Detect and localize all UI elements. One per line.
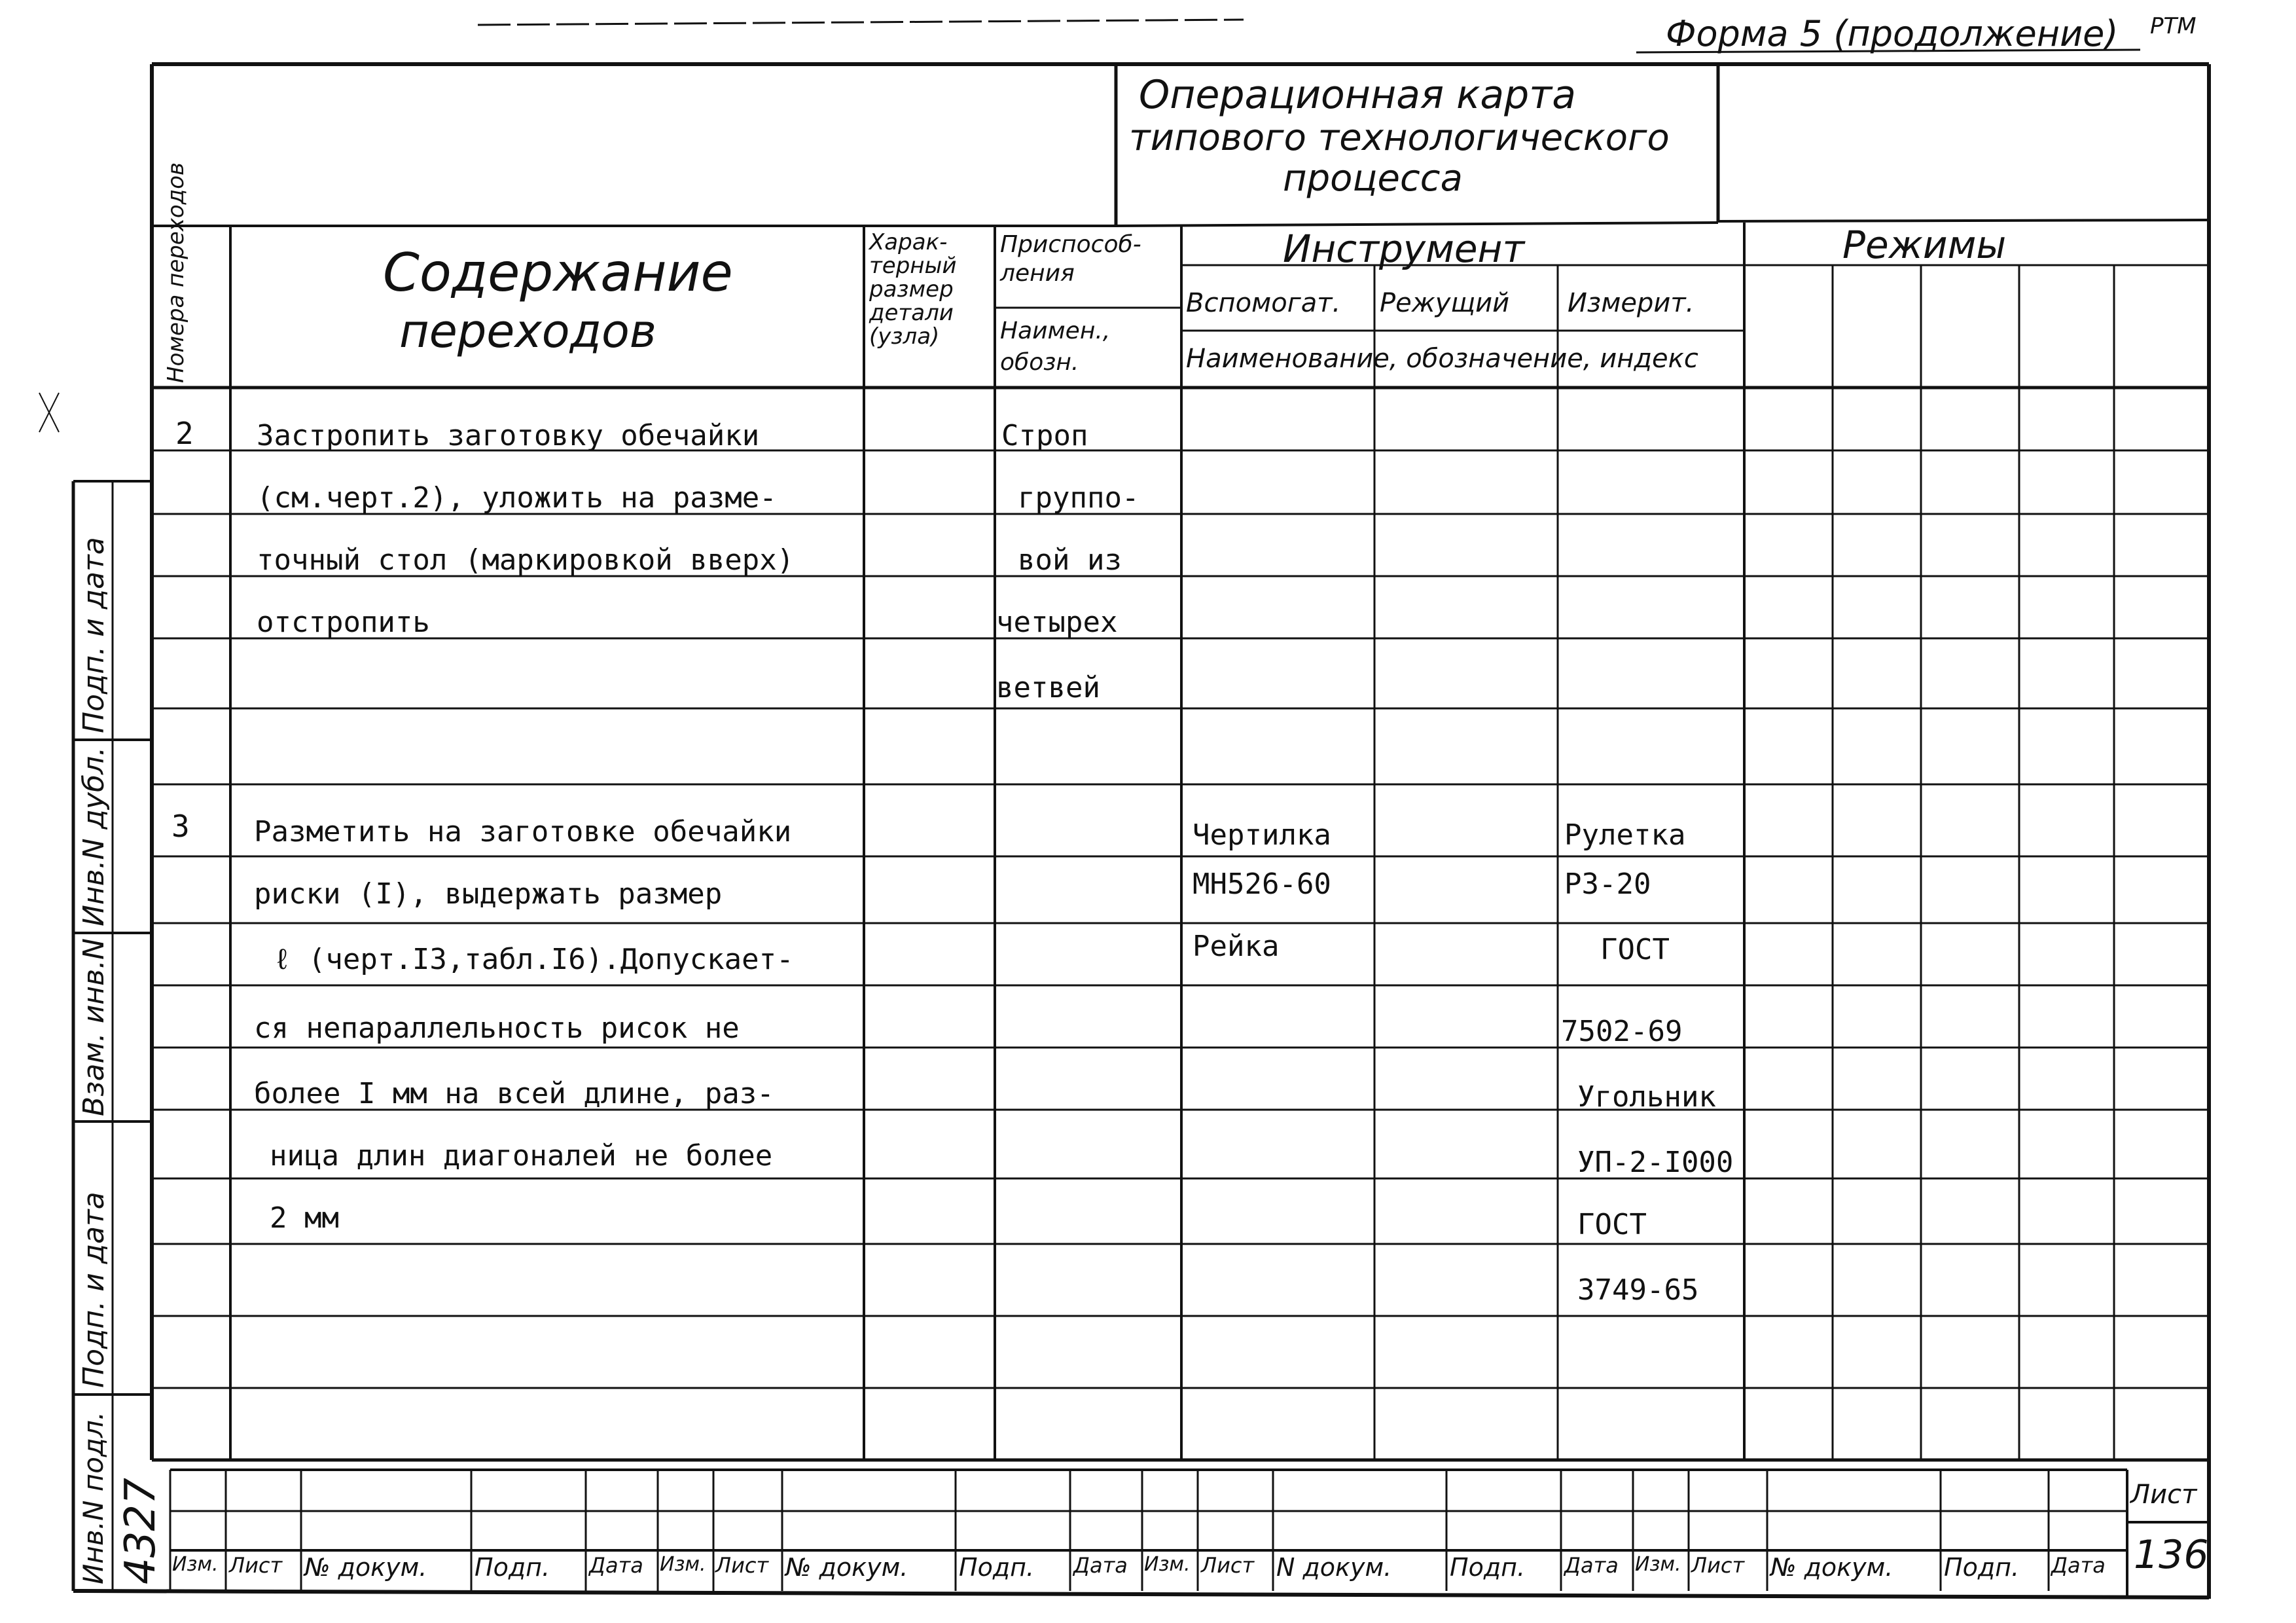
header-tool-name: Наименование, обозначение, индекс	[1186, 344, 1698, 374]
step-content-line: Разметить на заготовке обечайки	[254, 815, 792, 848]
step-content-line: риски (I), выдержать размер	[254, 877, 723, 911]
stamp-col-label: Изм.	[1144, 1553, 1191, 1576]
step-content-line: Застропить заготовку обечайки	[257, 419, 760, 452]
stamp-col-label: Изм.	[172, 1553, 219, 1576]
stamp-col-label: Лист	[1691, 1553, 1745, 1578]
margin-label-replace-inv: Взам. инв.N	[77, 938, 111, 1116]
sheet-label: Лист	[2130, 1480, 2197, 1510]
header-content-title-2: переходов	[399, 304, 657, 358]
header-tool-meas: Измерит.	[1568, 288, 1695, 318]
step-content-line: 2 мм	[270, 1201, 339, 1235]
form-label: Форма 5 (продолжение)	[1666, 13, 2119, 54]
fixture-line: Строп	[1001, 419, 1088, 452]
step-content-line: точный стол (маркировкой вверх)	[257, 543, 795, 577]
meas-tool-line: 7502-69	[1561, 1015, 1683, 1048]
header-fixtures: Приспособ-ления	[1000, 231, 1141, 287]
stamp-col-label: Дата	[1564, 1553, 1619, 1578]
form-code: РТМ	[2150, 13, 2197, 39]
aux-tool-line: Чертилка	[1193, 818, 1331, 852]
stamp-col-label: Лист	[229, 1553, 283, 1578]
fixture-line: ветвей	[996, 671, 1100, 704]
card-title-line-1: Операционная карта	[1139, 72, 1576, 118]
stamp-col-label: Дата	[1073, 1553, 1128, 1578]
meas-tool-line: ГОСТ	[1600, 933, 1670, 966]
stamp-col-label: № докум.	[785, 1553, 908, 1582]
stamp-col-label: Подп.	[959, 1553, 1035, 1582]
meas-tool-line: УП-2-I000	[1577, 1146, 1734, 1179]
stamp-col-label: Подп.	[1944, 1553, 2020, 1582]
margin-label-sign-date-1: Подп. и дата	[77, 537, 111, 733]
stamp-col-label: Дата	[589, 1553, 643, 1578]
step-content-line: ℓ (черт.I3,табл.I6).Допускает-	[274, 943, 794, 976]
step-number: 3	[171, 809, 190, 844]
header-tool-cut: Режущий	[1380, 288, 1510, 318]
stamp-col-label: Подп.	[475, 1553, 550, 1582]
stamp-col-label: Подп.	[1450, 1553, 1526, 1582]
header-char-size: Харак- терный размер детали (узла)	[869, 229, 957, 350]
stamp-col-label: Лист	[1201, 1553, 1255, 1578]
aux-tool-line: МН526-60	[1193, 867, 1331, 901]
meas-tool-line: Рулетка	[1564, 818, 1686, 852]
meas-tool-line: Р3-20	[1564, 867, 1651, 901]
stamp-col-label: № докум.	[304, 1553, 427, 1582]
fixture-line: четырех	[996, 606, 1118, 639]
inv-number: 4327	[117, 1478, 165, 1584]
step-number: 2	[175, 416, 194, 451]
meas-tool-line: Угольник	[1577, 1080, 1716, 1114]
header-fixtures-sub: Наимен., обозн.	[1000, 318, 1111, 376]
stamp-col-label: Лист	[715, 1553, 769, 1578]
sheet-number: 136	[2134, 1532, 2209, 1578]
step-content-line: отстропить	[257, 606, 430, 639]
fixture-line: группо-	[1018, 481, 1139, 515]
step-content-line: более I мм на всей длине, раз-	[254, 1077, 774, 1110]
margin-label-sign-date-2: Подп. и дата	[77, 1192, 111, 1388]
meas-tool-line: 3749-65	[1577, 1273, 1699, 1307]
header-tool-aux: Вспомогат.	[1186, 288, 1341, 318]
header-content-title-1: Содержание	[383, 242, 733, 303]
header-step-numbers: Номера переходов	[163, 162, 189, 383]
stamp-col-label: № докум.	[1770, 1553, 1893, 1582]
stamp-col-label: Изм.	[1635, 1553, 1681, 1576]
meas-tool-line: ГОСТ	[1577, 1208, 1647, 1241]
stamp-col-label: N докум.	[1276, 1553, 1392, 1582]
stamp-col-label: Дата	[2051, 1553, 2106, 1578]
stamp-col-label: Изм.	[660, 1553, 706, 1576]
card-title-line-2: типового технологического	[1129, 117, 1670, 159]
fixture-line: вой из	[1018, 543, 1122, 577]
card-title-line-3: процесса	[1283, 157, 1463, 200]
margin-label-orig-inv: Инв.N подл.	[77, 1411, 109, 1584]
header-tool: Инструмент	[1283, 227, 1525, 271]
step-content-line: ся непараллельность рисок не	[254, 1012, 740, 1045]
margin-label-dup-inv: Инв.N дубл.	[77, 746, 111, 926]
aux-tool-line: Рейка	[1193, 930, 1280, 963]
step-content-line: (см.черт.2), уложить на разме-	[257, 481, 777, 515]
header-modes: Режимы	[1842, 223, 2007, 267]
step-content-line: ница длин диагоналей не более	[270, 1139, 773, 1173]
